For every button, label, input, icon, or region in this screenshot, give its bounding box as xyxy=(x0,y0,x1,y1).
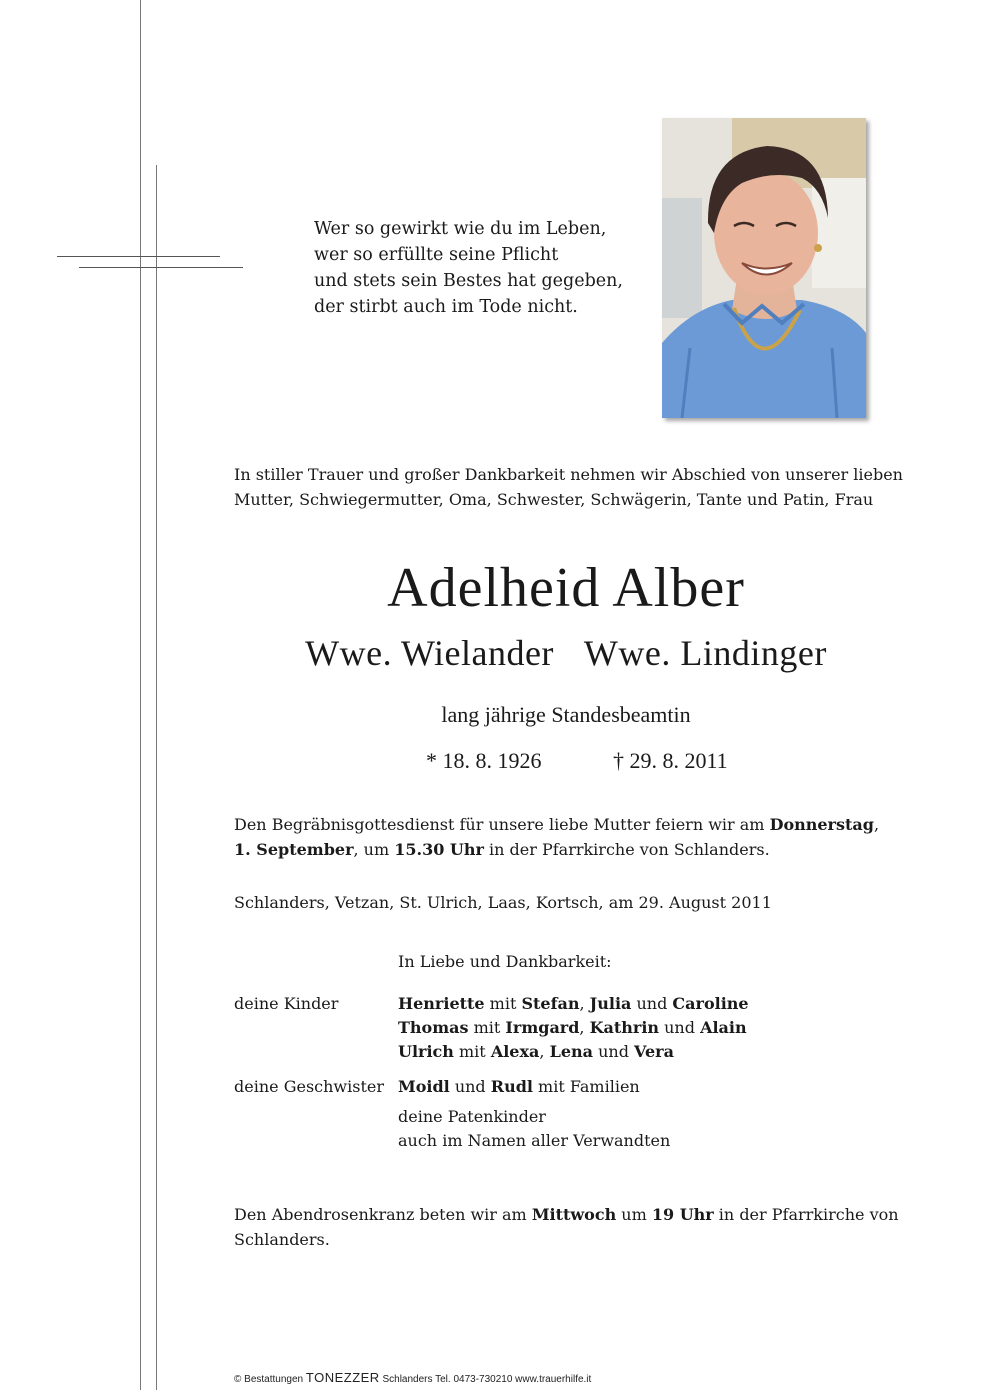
relatives-line: auch im Namen aller Verwandten xyxy=(398,1131,671,1150)
in-love-heading: In Liebe und Dankbarkeit: xyxy=(398,952,612,971)
rosary-text: in der Pfarrkirche von xyxy=(713,1205,899,1224)
intro-text xyxy=(234,462,934,512)
mourner-name: Irmgard xyxy=(505,1018,580,1037)
rosary-time: 19 Uhr xyxy=(651,1205,714,1224)
death-date: † 29. 8. 2011 xyxy=(613,748,728,773)
widow-name-2: Wwe. Lindinger xyxy=(583,633,827,673)
poem xyxy=(314,216,623,320)
intro-line: Mutter, Schwiegermutter, Oma, Schwester, Schwägerin, Tante und Patin, Frau xyxy=(234,490,874,509)
connector: mit xyxy=(468,1018,506,1037)
mourner-name: Vera xyxy=(634,1042,674,1061)
mourner-name: Moidl xyxy=(398,1077,450,1096)
mourner-name: Alexa xyxy=(490,1042,540,1061)
children-line xyxy=(398,994,749,1013)
birth-date: * 18. 8. 1926 xyxy=(426,748,542,773)
godchildren-line: deine Patenkinder xyxy=(398,1107,546,1126)
footer-copyright: © Bestattungen xyxy=(234,1374,306,1385)
children-line xyxy=(398,1042,674,1061)
rosary-day: Mittwoch xyxy=(531,1205,617,1224)
widow-name-1: Wwe. Wielander xyxy=(305,633,554,673)
cross-horizontal-line-upper xyxy=(57,256,220,257)
connector: mit xyxy=(484,994,522,1013)
connector: mit Familien xyxy=(532,1077,640,1096)
rosary-text: um xyxy=(616,1205,652,1224)
connector: , xyxy=(579,1018,590,1037)
children-label: deine Kinder xyxy=(234,994,339,1013)
rosary-notice xyxy=(234,1202,924,1252)
poem-line: Wer so gewirkt wie du im Leben, xyxy=(314,219,607,239)
funeral-text: in der Pfarrkirche von Schlanders. xyxy=(483,840,770,859)
mourner-name: Julia xyxy=(589,994,632,1013)
connector: , xyxy=(579,994,590,1013)
poem-line: wer so erfüllte seine Pflicht xyxy=(314,245,559,265)
cross-vertical-line-inner xyxy=(156,165,157,1390)
funeral-text: Den Begräbnisgottesdienst für unsere liebe Mutter feiern wir am xyxy=(234,815,770,834)
intro-line: In stiller Trauer und großer Dankbarkeit nehmen wir Abschied von unserer lieben xyxy=(234,465,903,484)
mourner-name: Ulrich xyxy=(398,1042,454,1061)
mourner-name: Stefan xyxy=(521,994,580,1013)
poem-line: der stirbt auch im Tode nicht. xyxy=(314,297,578,317)
portrait-illustration xyxy=(662,118,866,418)
poem-line: und stets sein Bestes hat gegeben, xyxy=(314,271,623,291)
life-dates xyxy=(426,748,728,774)
connector: und xyxy=(631,994,673,1013)
cross-horizontal-line-lower xyxy=(79,267,243,268)
connector: und xyxy=(449,1077,491,1096)
connector: und xyxy=(593,1042,635,1061)
mourner-name: Thomas xyxy=(398,1018,469,1037)
connector: , xyxy=(539,1042,550,1061)
funeral-day: Donnerstag xyxy=(769,815,874,834)
widow-names xyxy=(0,632,982,674)
rosary-text: Den Abendrosenkranz beten wir am xyxy=(234,1205,532,1224)
siblings-label: deine Geschwister xyxy=(234,1077,384,1096)
funeral-notice xyxy=(234,812,879,862)
mourner-name: Lena xyxy=(549,1042,593,1061)
cross-vertical-line-outer xyxy=(140,0,141,1390)
children-line xyxy=(398,1018,747,1037)
deceased-name: Adelheid Alber xyxy=(387,557,745,619)
rosary-text: Schlanders. xyxy=(234,1230,330,1249)
funeral-date: 1. September xyxy=(234,840,354,859)
profession: lang jährige Standesbeamtin xyxy=(441,702,691,727)
connector: mit xyxy=(453,1042,491,1061)
funeral-text: , xyxy=(873,815,880,834)
connector: und xyxy=(659,1018,701,1037)
portrait-photo xyxy=(662,118,866,418)
mourner-name: Caroline xyxy=(672,994,749,1013)
footer-brand: TONEZZER xyxy=(305,1370,380,1385)
footer-contact: Schlanders Tel. 0473-730210 www.trauerhilfe.it xyxy=(379,1374,592,1385)
funeral-time: 15.30 Uhr xyxy=(394,840,484,859)
mourner-name: Rudl xyxy=(490,1077,533,1096)
funeral-text: , um xyxy=(353,840,395,859)
mourner-name: Henriette xyxy=(398,994,485,1013)
mourner-name: Alain xyxy=(700,1018,747,1037)
footer xyxy=(234,1370,591,1385)
siblings-line xyxy=(398,1077,640,1096)
mourner-name: Kathrin xyxy=(589,1018,660,1037)
place-and-date: Schlanders, Vetzan, St. Ulrich, Laas, Kortsch, am 29. August 2011 xyxy=(234,893,772,912)
